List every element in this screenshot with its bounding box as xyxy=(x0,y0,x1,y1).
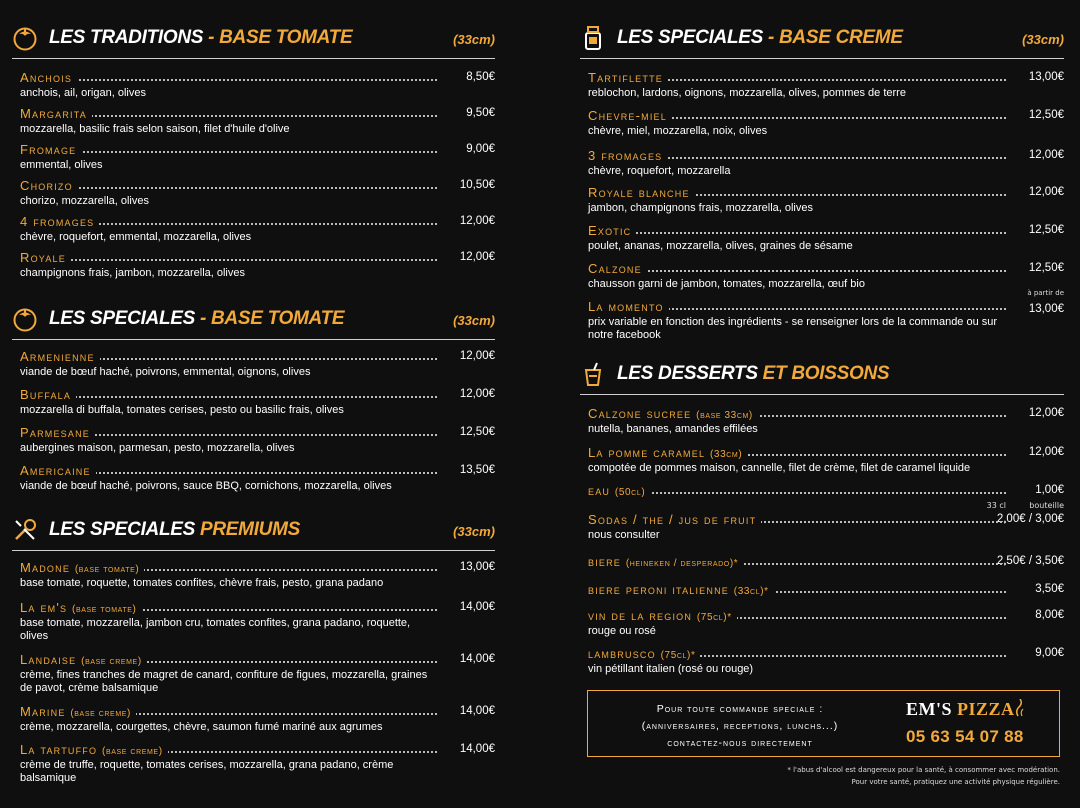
menu-item xyxy=(20,600,495,643)
leader-dots xyxy=(20,151,437,153)
item-price: 12,00€ xyxy=(459,388,495,400)
item-description: viande de bœuf haché, poivrons, sauce BBQ, cornichons, mozzarella, olives xyxy=(20,480,392,492)
special-order-box xyxy=(587,690,1060,757)
menu-item xyxy=(588,261,1064,291)
item-price: 12,00€ xyxy=(1028,407,1064,419)
item-price: 1,00€ xyxy=(1035,484,1064,496)
item-description: crème, mozzarella, courgettes, chèvre, saumon fumé mariné aux agrumes xyxy=(20,721,383,733)
item-name: La em's (base tomate) xyxy=(20,600,141,615)
item-description: nutella, bananes, amandes effilées xyxy=(588,423,758,435)
pizza-size: (33cm) xyxy=(1022,32,1064,47)
item-description: mozzarella, basilic frais selon saison, filet d'huile d'olive xyxy=(20,123,290,135)
item-name: lambrusco (75cl)* xyxy=(588,646,700,661)
item-price: 14,00€ xyxy=(459,743,495,755)
item-subtitle: (heineken / desperado)* xyxy=(625,558,739,569)
item-price: 12,00€ xyxy=(1028,149,1064,161)
menu-item xyxy=(20,742,495,785)
item-description: chèvre, roquefort, mozzarella xyxy=(588,165,731,177)
menu-item xyxy=(588,108,1064,138)
item-name: 4 fromages xyxy=(20,214,99,229)
item-name: Americaine xyxy=(20,463,96,478)
menu-item xyxy=(588,501,1064,542)
leader-dots xyxy=(20,187,437,189)
item-description: jambon, champignons frais, mozzarella, olives xyxy=(588,202,813,214)
item-name: Fromage xyxy=(20,142,81,157)
item-price: 2,50€ / 3,50€ xyxy=(996,555,1064,567)
item-name: Parmesane xyxy=(20,425,95,440)
item-subtitle: (75cl)* xyxy=(660,650,696,661)
item-subtitle: (base creme) xyxy=(70,708,131,719)
item-description: chèvre, miel, mozzarella, noix, olives xyxy=(588,125,768,137)
item-description: crème, fines tranches de magret de canard, confiture de figues, mozzarella, graines de pavot, crème balsamique xyxy=(20,669,428,694)
menu-item xyxy=(588,185,1064,215)
leader-dots xyxy=(588,270,1006,272)
item-name: vin de la region (75cl)* xyxy=(588,608,737,623)
leader-dots xyxy=(20,79,437,81)
menu-item xyxy=(588,223,1064,253)
item-name: La momento xyxy=(588,299,669,314)
item-description: chausson garni de jambon, tomates, mozzarella, œuf bio xyxy=(588,278,865,290)
item-price: 12,00€ xyxy=(459,215,495,227)
item-description: reblochon, lardons, oignons, mozzarella, olives, pommes de terre xyxy=(588,87,906,99)
pizza-size: (33cm) xyxy=(453,313,495,328)
menu-item xyxy=(588,554,1064,571)
item-name: 3 fromages xyxy=(588,148,667,163)
item-price: 2,00€ / 3,00€ xyxy=(996,513,1064,525)
section-title: LES TRADITIONS - BASE TOMATE xyxy=(49,27,353,48)
item-price: 13,50€ xyxy=(459,464,495,476)
section-title: LES SPECIALES - BASE CREME xyxy=(617,27,903,48)
item-name: Royale xyxy=(20,250,71,265)
item-subtitle: (base 33cm) xyxy=(696,410,753,421)
item-price: 12,00€ xyxy=(459,350,495,362)
item-name: eau (50cl) xyxy=(588,483,650,498)
menu-item xyxy=(20,142,495,172)
item-name: biere peroni italienne (33cl)* xyxy=(588,582,774,597)
item-subtitle: (base tomate) xyxy=(72,604,137,615)
menu-item xyxy=(20,214,495,244)
menu-item xyxy=(20,425,495,455)
item-price: 9,50€ xyxy=(466,107,495,119)
item-name: Anchois xyxy=(20,70,77,85)
item-name: Calzone xyxy=(588,261,647,276)
item-name: Margarita xyxy=(20,106,92,121)
promo-line: contactez-nous directement xyxy=(667,737,813,749)
menu-item xyxy=(20,704,495,734)
item-description: chorizo, mozzarella, olives xyxy=(20,195,149,207)
size-label: 33 cl xyxy=(986,501,1006,510)
promo-line: Pour toute commande speciale : xyxy=(656,703,824,715)
tomato-icon xyxy=(12,306,38,332)
menu-item xyxy=(20,652,495,695)
item-price: 3,50€ xyxy=(1035,583,1064,595)
brand-logo: EM'S PIZZA xyxy=(906,699,1025,720)
menu-item xyxy=(20,178,495,208)
menu-item xyxy=(588,582,1064,599)
item-price: 9,00€ xyxy=(466,143,495,155)
menu-item xyxy=(20,349,495,379)
menu-item xyxy=(588,70,1064,100)
item-description: viande de bœuf haché, poivrons, emmental, oignons, olives xyxy=(20,366,311,378)
section-header-base-creme xyxy=(580,27,1064,59)
pizza-peel-icon xyxy=(12,517,38,543)
size-label: bouteille xyxy=(1029,501,1064,510)
tomato-icon xyxy=(12,25,38,51)
item-description: compotée de pommes maison, cannelle, filet de crème, filet de caramel liquide xyxy=(588,462,971,474)
phone-number[interactable]: 05 63 54 07 88 xyxy=(906,727,1024,746)
item-name: Royale blanche xyxy=(588,185,695,200)
section-header-traditions xyxy=(12,27,495,59)
drink-cup-icon xyxy=(580,361,606,387)
cream-jar-icon xyxy=(580,25,606,51)
item-name: Landaise (base creme) xyxy=(20,652,147,667)
item-price: 14,00€ xyxy=(459,653,495,665)
item-price: 8,00€ xyxy=(1035,609,1064,621)
warning-line: Pour votre santé, pratiquez une activité physique régulière. xyxy=(851,778,1060,786)
menu-item xyxy=(588,148,1064,178)
menu-item xyxy=(588,406,1064,436)
item-price: 13,00€ xyxy=(1028,71,1064,83)
menu-item xyxy=(588,646,1064,676)
item-price: 10,50€ xyxy=(459,179,495,191)
menu-item xyxy=(588,483,1064,500)
item-description: prix variable en fonction des ingrédients - se renseigner lors de la commande ou sur notre facebook xyxy=(588,316,998,341)
item-price: 12,50€ xyxy=(459,426,495,438)
leader-dots xyxy=(588,232,1006,234)
item-name: biere (heineken / desperado)* xyxy=(588,554,743,569)
leader-dots xyxy=(20,396,437,398)
leader-dots xyxy=(20,259,437,261)
item-subtitle: (base tomate) xyxy=(74,564,140,575)
item-price: 14,00€ xyxy=(459,705,495,717)
menu-item xyxy=(20,70,495,100)
item-name: Madone (base tomate) xyxy=(20,560,144,575)
item-description: base tomate, mozzarella, jambon cru, tomates confites, grana padano, roquette, olives xyxy=(20,617,411,642)
pizza-size: (33cm) xyxy=(453,524,495,539)
section-header-premiums xyxy=(12,519,495,551)
price-note: à partir de xyxy=(1027,289,1064,297)
section-header-speciales-tomate xyxy=(12,308,495,340)
item-price: 12,50€ xyxy=(1028,224,1064,236)
item-description: vin pétillant italien (rosé ou rouge) xyxy=(588,663,754,675)
item-description: champignons frais, jambon, mozzarella, olives xyxy=(20,267,245,279)
section-title: LES SPECIALES - BASE TOMATE xyxy=(49,308,345,329)
section-title: LES DESSERTS ET BOISSONS xyxy=(617,363,890,384)
item-description: aubergines maison, parmesan, pesto, mozzarella, olives xyxy=(20,442,295,454)
menu-item xyxy=(20,106,495,136)
item-subtitle: (33cl)* xyxy=(733,586,769,597)
menu-item xyxy=(20,250,495,280)
item-price: 9,00€ xyxy=(1035,647,1064,659)
item-price: 12,00€ xyxy=(1028,186,1064,198)
menu-item xyxy=(588,608,1064,638)
item-name: Marine (base creme) xyxy=(20,704,136,719)
promo-line: (anniversaires, receptions, lunchs...) xyxy=(641,720,839,732)
item-description: base tomate, roquette, tomates confites, chèvre frais, pesto, grana padano xyxy=(20,577,384,589)
item-subtitle: (base creme) xyxy=(81,656,142,667)
item-description: chèvre, roquefort, emmental, mozzarella, olives xyxy=(20,231,252,243)
item-price: 13,00€ xyxy=(459,561,495,573)
pizza-size: (33cm) xyxy=(453,32,495,47)
item-name: Exotic xyxy=(588,223,636,238)
menu-item xyxy=(588,445,1064,475)
item-price: 12,00€ xyxy=(1028,446,1064,458)
item-name: Sodas / the / jus de fruit xyxy=(588,512,761,527)
item-subtitle: (base creme) xyxy=(102,746,163,757)
item-subtitle: (33cm) xyxy=(709,449,743,460)
item-description: anchois, ail, origan, olives xyxy=(20,87,146,99)
section-header-desserts xyxy=(580,363,1064,395)
item-subtitle: (75cl)* xyxy=(696,612,732,623)
leader-dots xyxy=(588,492,1006,494)
item-name: La pomme caramel (33cm) xyxy=(588,445,747,460)
item-price: 12,50€ xyxy=(1028,109,1064,121)
item-name: Chevre-miel xyxy=(588,108,672,123)
special-order-text xyxy=(596,701,884,752)
menu-item xyxy=(588,289,1064,342)
item-name: Armenienne xyxy=(20,349,100,364)
item-price: 13,00€ xyxy=(1028,303,1064,315)
item-name: La tartuffo (base creme) xyxy=(20,742,168,757)
item-subtitle: (50cl) xyxy=(614,487,646,498)
item-description: crème de truffe, roquette, tomates cerises, mozzarella, grana padano, crème balsamique xyxy=(20,759,394,784)
item-description: mozzarella di buffala, tomates cerises, pesto ou basilic frais, olives xyxy=(20,404,344,416)
section-title: LES SPECIALES PREMIUMS xyxy=(49,519,301,540)
item-name: Tartiflette xyxy=(588,70,668,85)
item-name: Buffala xyxy=(20,387,76,402)
alcohol-warning xyxy=(787,764,1060,788)
menu-item xyxy=(20,463,495,493)
item-price: 8,50€ xyxy=(466,71,495,83)
item-name: Calzone sucree (base 33cm) xyxy=(588,406,758,421)
item-price: 14,00€ xyxy=(459,601,495,613)
menu-item xyxy=(20,560,495,590)
item-description: rouge ou rosé xyxy=(588,625,656,637)
item-description: emmental, olives xyxy=(20,159,103,171)
item-description: poulet, ananas, mozzarella, olives, graines de sésame xyxy=(588,240,853,252)
warning-line: * l'abus d'alcool est dangereux pour la santé, à consommer avec modération. xyxy=(787,766,1060,774)
menu-item xyxy=(20,387,495,417)
item-price: 12,50€ xyxy=(1028,262,1064,274)
steam-icon xyxy=(1015,699,1025,717)
item-price: 12,00€ xyxy=(459,251,495,263)
item-name: Chorizo xyxy=(20,178,78,193)
item-description: nous consulter xyxy=(588,529,660,541)
